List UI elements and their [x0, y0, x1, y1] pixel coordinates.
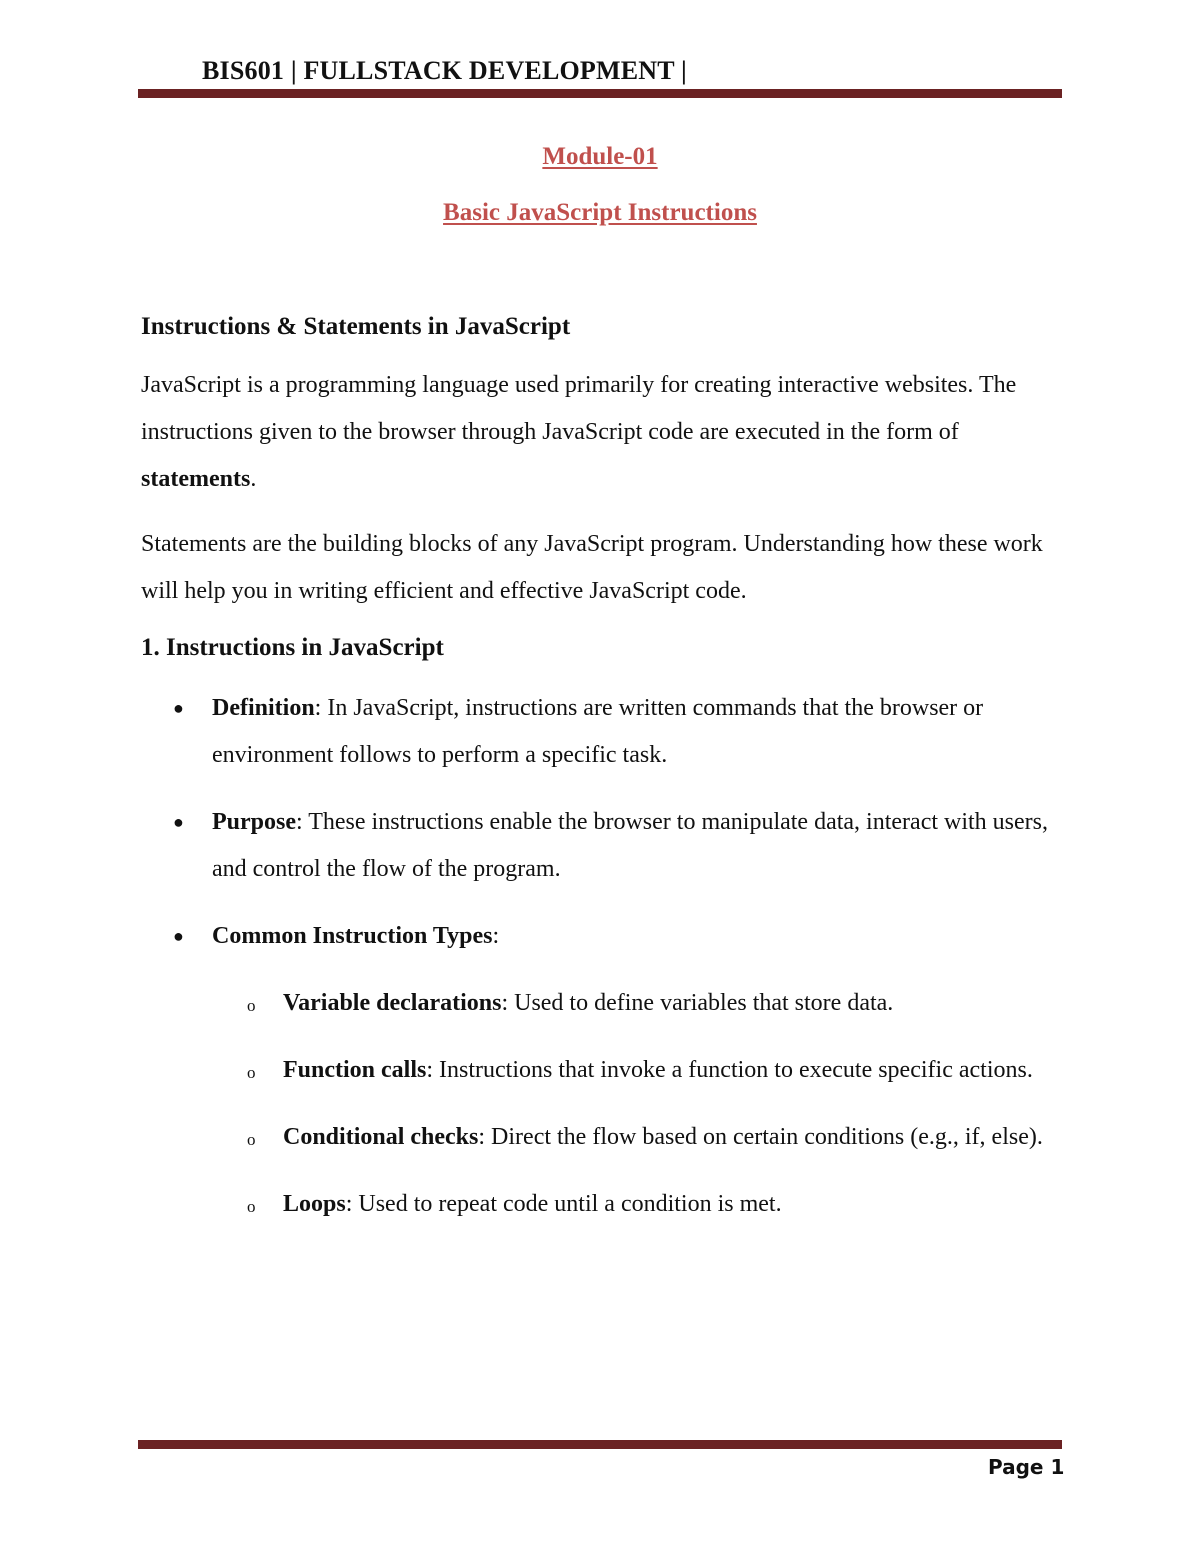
footer-rule [138, 1440, 1062, 1449]
module-subtitle: Basic JavaScript Instructions [443, 199, 757, 226]
sub-list-item [212, 980, 1066, 1027]
hollow-bullet-icon: o [247, 1063, 256, 1082]
sub-bullet-text: : Used to define variables that store data. [501, 990, 894, 1016]
sub-list-item [212, 1047, 1066, 1094]
sub-bullet-text: : Instructions that invoke a function to execute specific actions. [426, 1057, 1033, 1083]
bullet-text: : [492, 923, 500, 949]
sub-bullet-text: : Direct the flow based on certain conditions (e.g., if, else). [478, 1124, 1043, 1150]
document-header-title: BIS601 | FULLSTACK DEVELOPMENT | [202, 56, 687, 85]
header-rule [138, 89, 1062, 98]
sub-bullet-term: Variable declarations [283, 990, 502, 1016]
list-item [141, 913, 1066, 1228]
bullet-icon: ● [173, 698, 184, 718]
sub-list-item [212, 1114, 1066, 1161]
section-heading: Instructions & Statements in JavaScript [141, 313, 571, 340]
bullet-text: : In JavaScript, instructions are written commands that the browser or environment follows to perform a specific task. [212, 695, 984, 768]
subsection-heading: 1. Instructions in JavaScript [141, 634, 444, 661]
bullet-term: Common Instruction Types [212, 923, 493, 949]
module-title: Module-01 [542, 143, 658, 170]
hollow-bullet-icon: o [247, 1197, 256, 1216]
sub-bullet-term: Function calls [283, 1057, 427, 1083]
bullet-list [141, 685, 1066, 1228]
bullet-term: Purpose [212, 809, 296, 835]
sub-bullet-list [212, 980, 1066, 1228]
list-item [141, 685, 1066, 779]
bullet-term: Definition [212, 695, 315, 721]
intro-bold-term: statements [141, 466, 251, 492]
bullet-text: : These instructions enable the browser to manipulate data, interact with users, and control the flow of the program. [212, 809, 1049, 882]
intro-paragraph [141, 362, 1066, 503]
bullet-icon: ● [173, 812, 184, 832]
statements-paragraph: Statements are the building blocks of any JavaScript program. Understanding how these work will help you in writing efficient and effective JavaScript code. [141, 531, 1043, 604]
list-item [141, 799, 1066, 893]
document-body [141, 310, 1066, 1248]
sub-bullet-text: : Used to repeat code until a condition is met. [345, 1191, 782, 1217]
sub-bullet-term: Conditional checks [283, 1124, 479, 1150]
sub-bullet-term: Loops [283, 1191, 346, 1217]
hollow-bullet-icon: o [247, 996, 256, 1015]
intro-text-end: . [250, 466, 257, 492]
page-number: Page 1 [988, 1455, 1065, 1479]
sub-list-item [212, 1181, 1066, 1228]
intro-text: JavaScript is a programming language used primarily for creating interactive websites. The instructions given to the browser through JavaScript code are executed in the form of [141, 372, 1017, 445]
hollow-bullet-icon: o [247, 1130, 256, 1149]
bullet-icon: ● [173, 926, 184, 946]
